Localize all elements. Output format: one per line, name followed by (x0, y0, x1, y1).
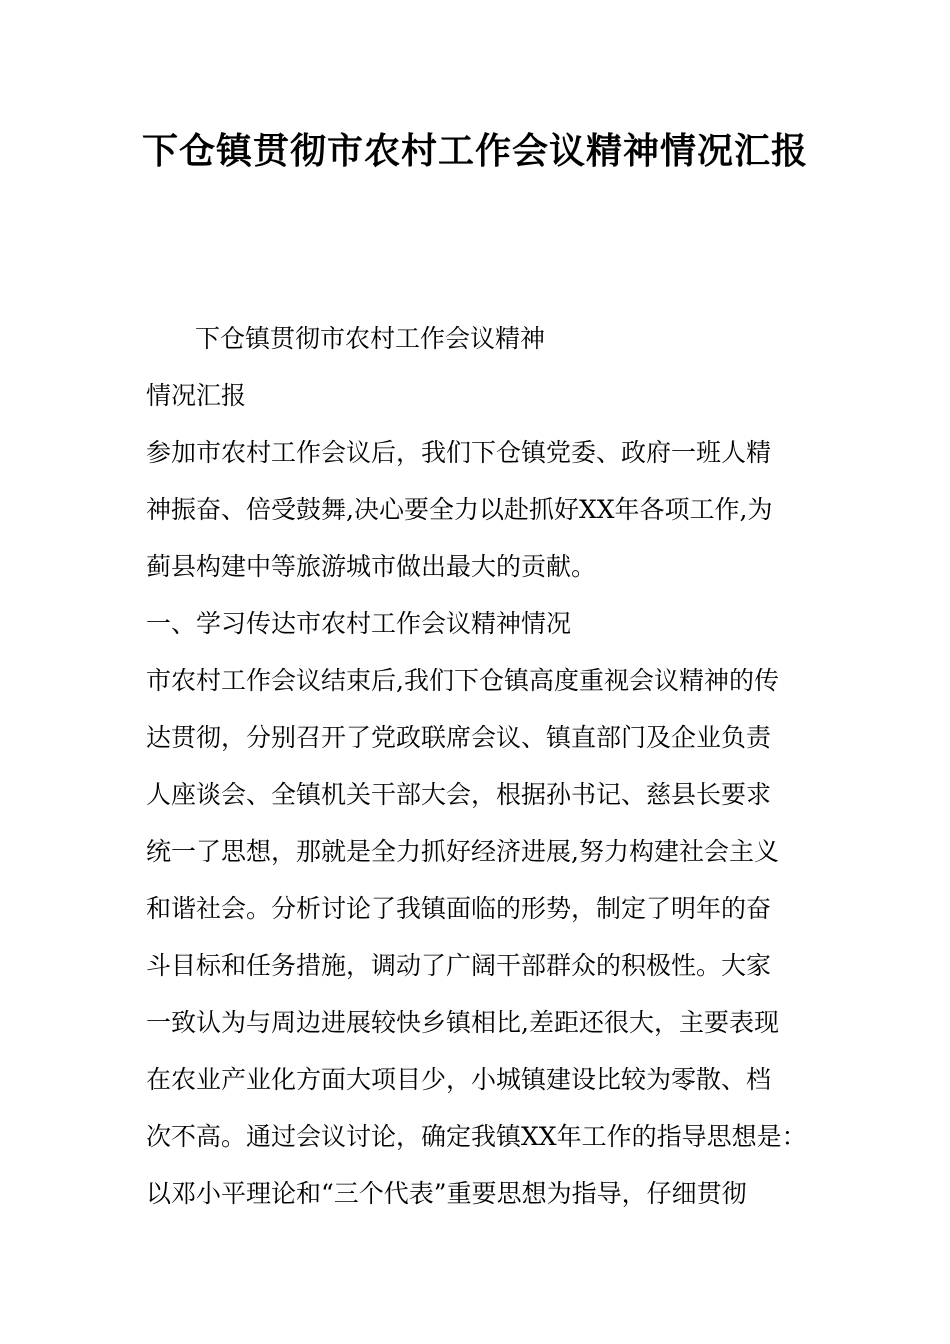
body-line-16: 以邓小平理论和“三个代表”重要思想为指导，仔细贯彻 (146, 1179, 747, 1208)
section-heading-1: 一、学习传达市农村工作会议精神情况 (146, 609, 572, 638)
body-line-2: 情况汇报 (146, 381, 247, 410)
body-line-5: 蓟县构建中等旅游城市做出最大的贡献。 (146, 552, 597, 581)
body-line-10: 统一了思想，那就是全力抓好经济进展,努力构建社会主义 (146, 837, 779, 866)
body-line-9: 人座谈会、全镇机关干部大会，根据孙书记、慈县长要求 (146, 780, 772, 809)
body-line-1: 下仓镇贯彻市农村工作会议精神 (195, 324, 546, 353)
body-line-13: 一致认为与周边进展较快乡镇相比,差距还很大，主要表现 (146, 1008, 779, 1037)
body-line-14: 在农业产业化方面大项目少，小城镇建设比较为零散、档 (146, 1065, 772, 1094)
body-line-4: 神振奋、倍受鼓舞,决心要全力以赴抓好XX年各项工作,为 (146, 495, 773, 524)
document-title: 下仓镇贯彻市农村工作会议精神情况汇报 (141, 130, 808, 172)
body-line-3: 参加市农村工作会议后，我们下仓镇党委、政府一班人精 (146, 438, 772, 467)
body-line-15: 次不高。通过会议讨论，确定我镇XX年工作的指导思想是： (146, 1122, 807, 1151)
body-line-7: 市农村工作会议结束后,我们下仓镇高度重视会议精神的传 (146, 666, 779, 695)
body-line-12: 斗目标和任务措施，调动了广阔干部群众的积极性。大家 (146, 951, 772, 980)
body-line-8: 达贯彻，分别召开了党政联席会议、镇直部门及企业负责 (146, 723, 772, 752)
body-line-11: 和谐社会。分析讨论了我镇面临的形势，制定了明年的奋 (146, 894, 772, 923)
